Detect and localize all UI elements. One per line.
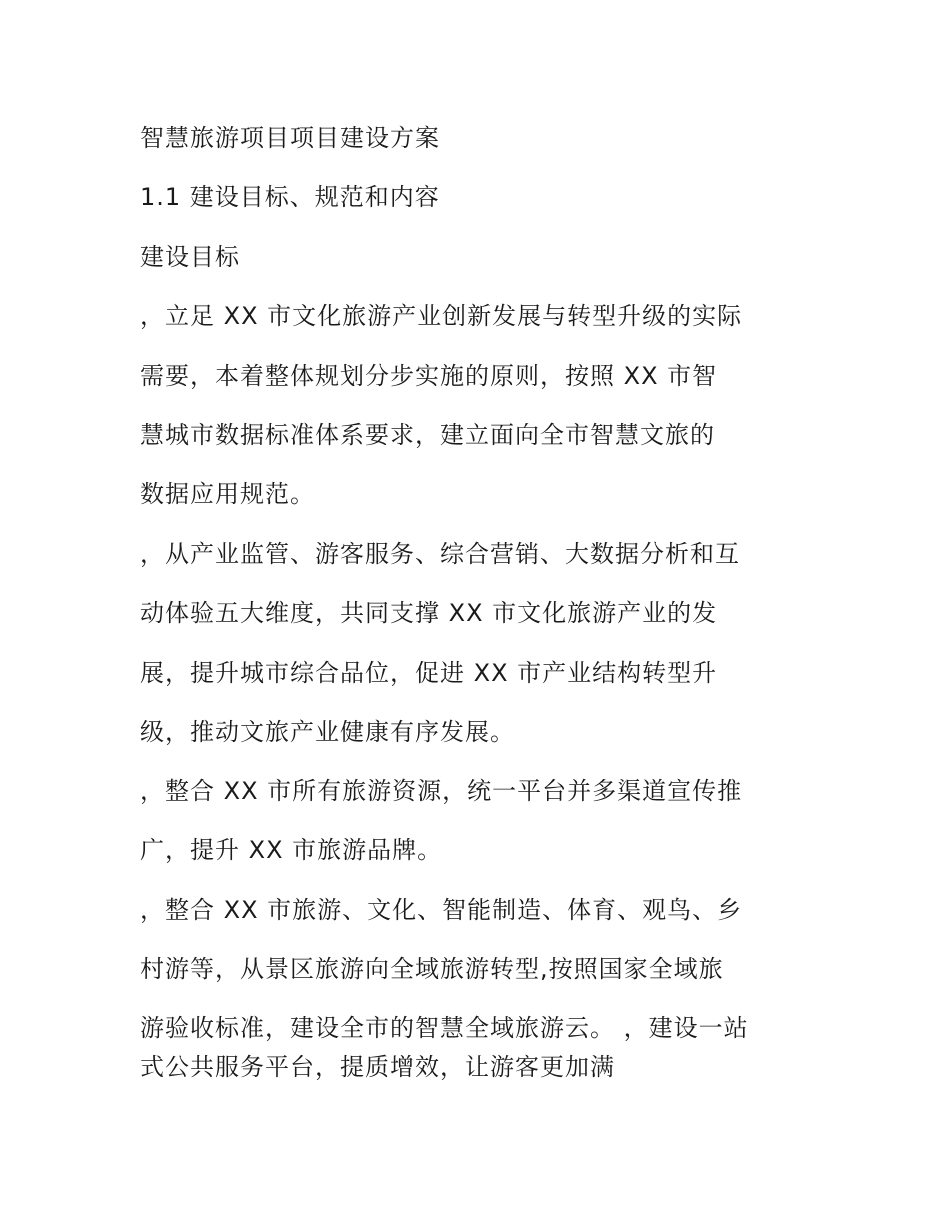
- paragraph-line: 村游等，从景区旅游向全域旅游转型,按照国家全域旅: [140, 955, 724, 983]
- document-title: 智慧旅游项目项目建设方案: [140, 124, 440, 152]
- section-heading: 1.1 建设目标、规范和内容: [140, 183, 440, 211]
- paragraph-line: 广，提升 XX 市旅游品牌。: [140, 836, 443, 864]
- subheading: 建设目标: [140, 243, 240, 271]
- paragraph-line: ，整合 XX 市旅游、文化、智能制造、体育、观鸟、乡: [140, 896, 743, 924]
- paragraph-line: 式公共服务平台，提质增效，让游客更加满: [140, 1053, 615, 1081]
- paragraph-line: 展，提升城市综合品位，促进 XX 市产业结构转型升: [140, 659, 718, 687]
- paragraph-line: ，立足 XX 市文化旅游产业创新发展与转型升级的实际: [140, 302, 743, 330]
- paragraph-line: 级，推动文旅产业健康有序发展。: [140, 718, 515, 746]
- paragraph-line: 需要，本着整体规划分步实施的原则，按照 XX 市智: [140, 362, 718, 390]
- paragraph-line: 慧城市数据标准体系要求，建立面向全市智慧文旅的: [140, 421, 715, 449]
- paragraph-line: ，从产业监管、游客服务、综合营销、大数据分析和互: [140, 540, 740, 568]
- paragraph-line: 数据应用规范。: [140, 480, 315, 508]
- paragraph-line: 动体验五大维度，共同支撑 XX 市文化旅游产业的发: [140, 599, 718, 627]
- paragraph-line: 游验收标准，建设全市的智慧全域旅游云。 ，建设一站: [140, 1014, 749, 1042]
- paragraph-line: ，整合 XX 市所有旅游资源，统一平台并多渠道宣传推: [140, 777, 743, 805]
